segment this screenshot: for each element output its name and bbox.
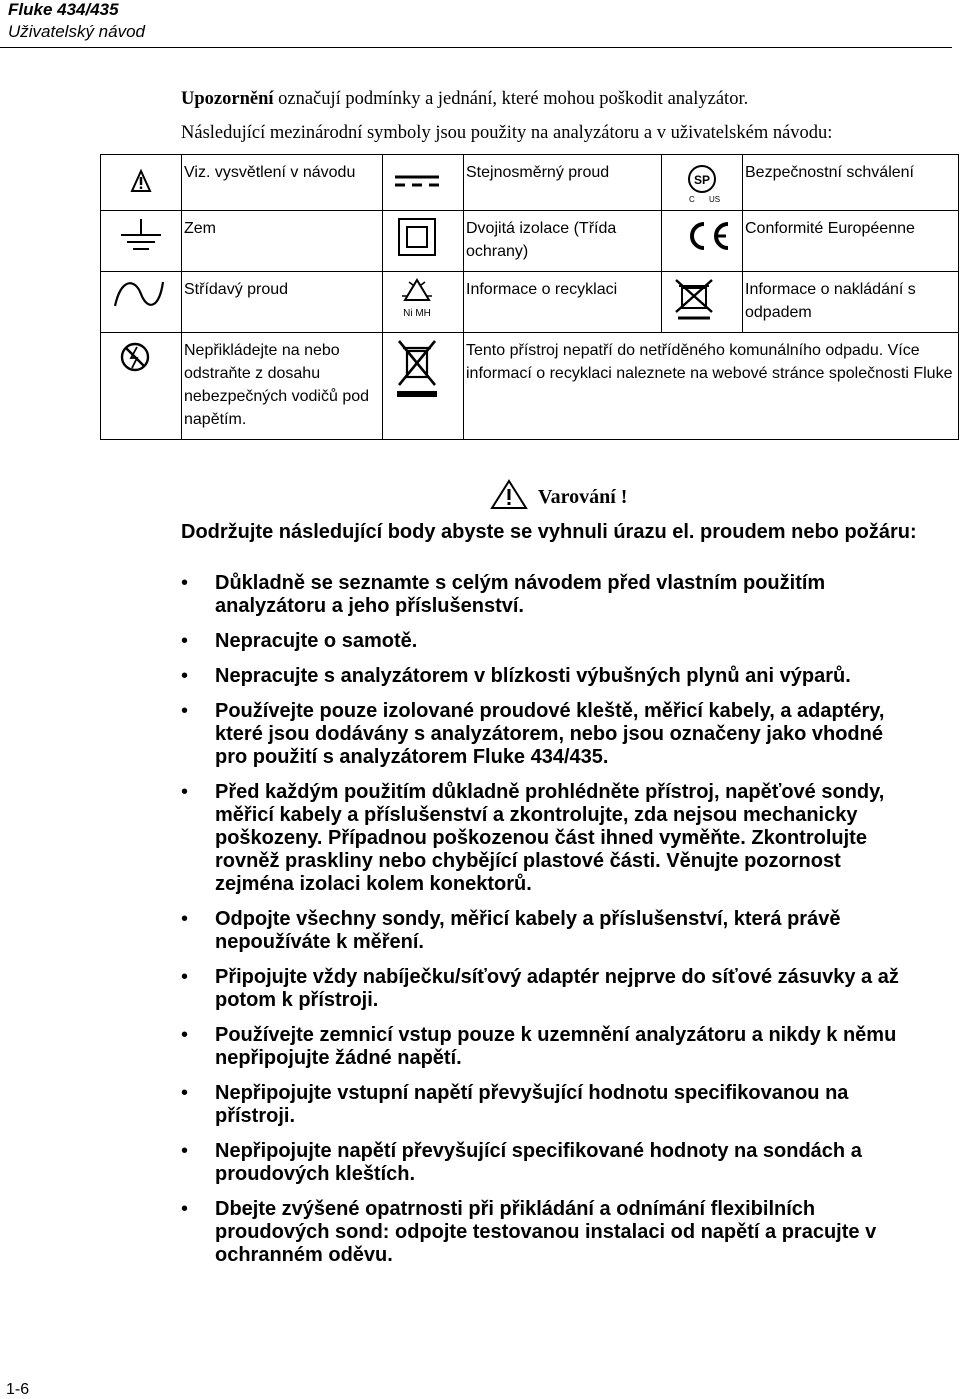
symbol-label-no-conductor: Nepřikládejte na nebo odstraňte z dosahu nebezpečných vodičů pod napětím. — [182, 333, 383, 440]
symbol-cell — [662, 272, 743, 333]
ground-icon — [101, 211, 181, 267]
symbol-cell — [662, 155, 743, 211]
symbol-cell — [383, 272, 464, 333]
symbol-cell — [383, 211, 464, 272]
csa-us-label: US — [709, 195, 721, 204]
warning-list — [181, 572, 901, 1279]
symbol-cell — [383, 333, 464, 440]
symbol-cell — [662, 211, 743, 272]
warning-item: • Před každým použitím důkladně prohlédněte přístroj, napěťové sondy, měřicí kabely a příslušenství a zkontrolujte, zda nejsou mechanicky poškozeny. Případnou poškozenou část ihned vyměňte. Zkontrolujte rovněž praskliny nebo chybějící plastové části. Věnujte pozornost zejména izolaci kolem konektorů. — [181, 781, 901, 896]
symbol-label-see-manual: Viz. vysvětlení v návodu — [182, 155, 383, 211]
symbol-label-waste: Informace o nakládání s odpadem — [743, 272, 959, 333]
warning-item: • Důkladně se seznamte s celým návodem před vlastním použitím analyzátoru a jeho příslušenství. — [181, 572, 901, 618]
symbols-row — [101, 211, 959, 272]
dc-current-icon — [383, 155, 463, 205]
symbols-row — [101, 272, 959, 333]
symbol-label-safety-approval: Bezpečnostní schválení — [743, 155, 959, 211]
ce-mark-icon — [662, 211, 742, 267]
manual-subtitle: Uživatelský návod — [8, 22, 146, 41]
symbol-cell — [101, 211, 182, 272]
caution-note — [181, 89, 748, 110]
symbols-row — [101, 155, 959, 211]
warning-heading-text: Varování ! — [538, 486, 628, 508]
warning-intro: Dodržujte následující body abyste se vyhnuli úrazu el. proudem nebo požáru: — [181, 521, 917, 543]
warning-item: • Používejte pouze izolované proudové kleště, měřicí kabely, a adaptéry, které jsou dodávány s analyzátorem, nebo jsou označeny jako vhodné pro použití s analyzátorem Fluke 434/435. — [181, 700, 901, 769]
symbols-table — [100, 154, 959, 440]
warning-heading — [488, 478, 628, 515]
csa-mark-label: SP — [693, 173, 711, 187]
no-hazardous-conductor-icon — [101, 333, 181, 383]
warning-item: • Nepracujte o samotě. — [181, 630, 901, 653]
warning-item: • Dbejte zvýšené opatrnosti při přikládání a odnímání flexibilních proudových sond: odpojte testovanou instalaci od napětí a pracujte v ochranném oděvu. — [181, 1198, 901, 1267]
symbol-label-ac: Střídavý proud — [182, 272, 383, 333]
symbol-cell — [101, 155, 182, 211]
recycling-icon — [383, 272, 463, 326]
header-divider — [0, 47, 952, 48]
symbol-cell — [101, 272, 182, 333]
symbols-intro: Následující mezinárodní symboly jsou použity na analyzátoru a v uživatelském návodu: — [181, 123, 833, 143]
symbol-label-recycling: Informace o recyklaci — [464, 272, 662, 333]
csa-c-label: C — [689, 195, 695, 204]
warning-item: • Používejte zemnicí vstup pouze k uzemnění analyzátoru a nikdy k němu nepřipojujte žádné napětí. — [181, 1024, 901, 1070]
manual-title: Fluke 434/435 — [8, 0, 119, 19]
symbol-label-double-insulation: Dvojitá izolace (Třída ochrany) — [464, 211, 662, 272]
csa-certification-icon — [662, 155, 742, 207]
warning-item: • Nepřipojujte vstupní napětí převyšující hodnotu specifikovanou na přístroji. — [181, 1082, 901, 1128]
double-insulation-icon — [383, 211, 463, 267]
warning-item: • Nepřipojujte napětí převyšující specifikované hodnoty na sondách a proudových kleštích. — [181, 1140, 901, 1186]
page-number: 1-6 — [6, 1381, 30, 1398]
caution-word: Upozornění — [181, 89, 274, 109]
weee-bin-icon — [383, 333, 463, 403]
warning-triangle-icon — [101, 155, 181, 205]
warning-item: • Nepracujte s analyzátorem v blízkosti výbušných plynů ani výparů. — [181, 665, 901, 688]
symbol-label-ground: Zem — [182, 211, 383, 272]
symbols-row — [101, 333, 959, 440]
warning-triangle-icon — [488, 478, 530, 510]
symbol-label-ce: Conformité Européenne — [743, 211, 959, 272]
nimh-battery-label: Ni MH — [403, 308, 431, 319]
warning-item: • Připojujte vždy nabíječku/síťový adaptér nejprve do síťové zásuvky a až potom k přístroji. — [181, 966, 901, 1012]
ac-current-icon — [101, 272, 181, 326]
symbol-label-dc: Stejnosměrný proud — [464, 155, 662, 211]
symbol-label-weee: Tento přístroj nepatří do netříděného komunálního odpadu. Více informací o recyklaci naleznete na webové stránce společnosti Fluke — [464, 333, 959, 440]
symbol-cell — [101, 333, 182, 440]
warning-item: • Odpojte všechny sondy, měřicí kabely a příslušenství, která právě nepoužíváte k měření. — [181, 908, 901, 954]
caution-note-text: označují podmínky a jednání, které mohou poškodit analyzátor. — [273, 89, 749, 109]
waste-disposal-icon — [662, 272, 742, 326]
symbol-cell — [383, 155, 464, 211]
